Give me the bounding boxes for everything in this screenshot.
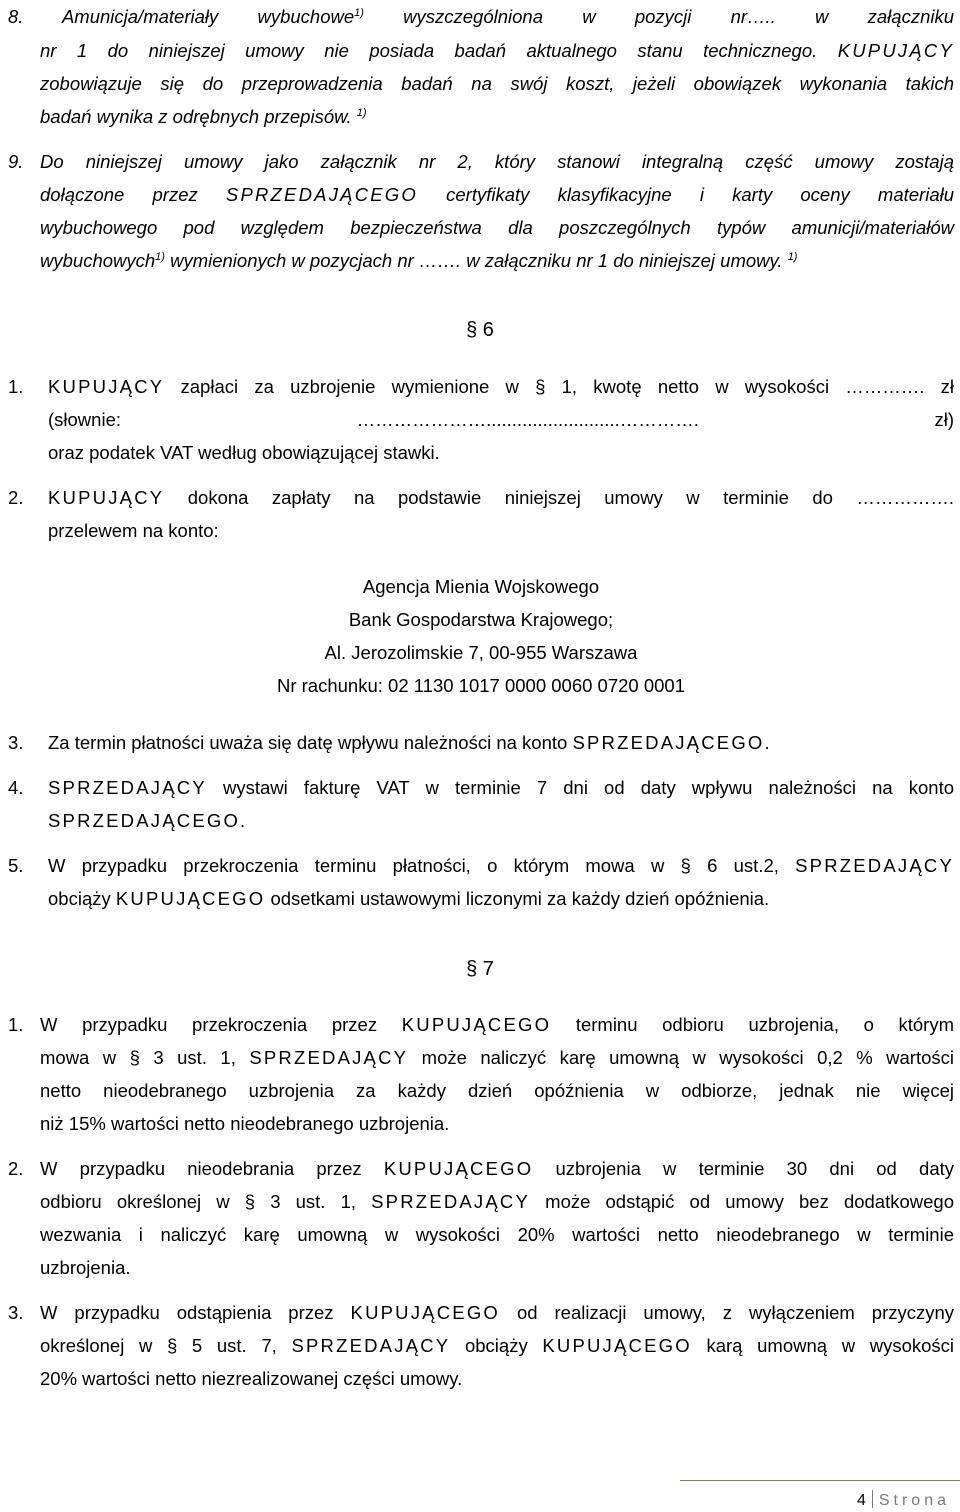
p8-line-1: 8. Amunicja/materiały wybuchowe$^{1)}$ wyszczególniona w pozycji nr….. w załączniku: [8, 6, 955, 27]
s7-item-1-line-2: mowa w § 3 ust. 1, SPRZEDAJĄCY może naliczyć karę umowną w wysokości 0,2 % wartości: [40, 1047, 955, 1068]
s6-item-4-line-2: SPRZEDAJĄCEGO.: [48, 810, 248, 831]
p9-line-2: dołączone przez SPRZEDAJĄCEGO certyfikaty klasyfikacyjne i karty oceny materiału: [40, 184, 955, 205]
p8-line-4: badań wynika z odrębnych przepisów. $^{1)}$: [40, 106, 367, 127]
bank-account-number: Nr rachunku: 02 1130 1017 0000 0060 0720 0001: [276, 675, 686, 696]
bank-address: Al. Jerozolimskie 7, 00-955 Warszawa: [324, 642, 638, 663]
s7-item-2-line-4: uzbrojenia.: [40, 1257, 131, 1278]
s7-item-3-line-1: 3. W przypadku odstąpienia przez KUPUJĄCEGO od realizacji umowy, z wyłączeniem przyczyny: [8, 1302, 955, 1323]
s6-item-4-line-1: 4. SPRZEDAJĄCY wystawi fakturę VAT w terminie 7 dni od daty wpływu należności na konto: [8, 777, 955, 798]
s7-item-1-line-1: 1. W przypadku przekroczenia przez KUPUJĄCEGO terminu odbioru uzbrojenia, o którym: [8, 1014, 954, 1035]
p9-line-4: wybuchowych$^{1)}$ wymienionych w pozycjach nr ……. w załączniku nr 1 do niniejszej umowy. $^{1)}$: [40, 250, 798, 271]
s7-item-3-line-3: 20% wartości netto niezrealizowanej części umowy.: [40, 1368, 463, 1389]
s7-item-2-line-3: wezwania i naliczyć karę umowną w wysokości 20% wartości netto nieodebranego w terminie: [40, 1224, 954, 1245]
p8-line-2: nr 1 do niniejszej umowy nie posiada badań aktualnego stanu technicznego. KUPUJĄCY: [40, 40, 954, 61]
s7-item-1-line-4: niż 15% wartości netto nieodebranego uzbrojenia.: [40, 1113, 450, 1134]
s6-item-5-line-1: 5. W przypadku przekroczenia terminu płatności, o którym mowa w § 6 ust.2, SPRZEDAJĄCY: [8, 855, 954, 876]
s7-item-2-line-1: 2. W przypadku nieodebrania przez KUPUJĄCEGO uzbrojenia w terminie 30 dni od daty: [8, 1158, 955, 1179]
s6-item-2-line-2: przelewem na konto:: [48, 520, 219, 541]
s6-item-1-line-3: oraz podatek VAT według obowiązującej stawki.: [48, 442, 440, 463]
s6-item-2-line-1: 2. KUPUJĄCY dokona zapłaty na podstawie niniejszej umowy w terminie do …………….: [8, 487, 954, 508]
p9-line-3: wybuchowego pod względem bezpieczeństwa dla poszczególnych typów amunicji/materiałów: [40, 217, 954, 238]
s6-item-3: 3. Za termin płatności uważa się datę wpływu należności na konto SPRZEDAJĄCEGO.: [8, 732, 772, 753]
section-6-heading: § 6: [466, 319, 494, 341]
bank-recipient: Agencja Mienia Wojskowego: [362, 576, 600, 597]
p8-line-3: zobowiązuje się do przeprowadzenia badań na swój koszt, jeżeli obowiązek wykonania takich: [40, 73, 954, 94]
section-7-heading: § 7: [466, 958, 494, 980]
s7-item-3-line-2: określonej w § 5 ust. 7, SPRZEDAJĄCY obciąży KUPUJĄCEGO karą umowną w wysokości: [40, 1335, 955, 1356]
s6-item-1-line-1: 1. KUPUJĄCY zapłaci za uzbrojenie wymienione w § 1, kwotę netto w wysokości …………. zł: [8, 376, 955, 397]
p9-line-1: 9. Do niniejszej umowy jako załącznik nr 2, który stanowi integralną część umowy zostają: [8, 151, 954, 172]
s7-item-1-line-3: netto nieodebranego uzbrojenia za każdy dzień opóźnienia w odbiorze, jednak nie więcej: [40, 1080, 954, 1101]
page-number: 4: [856, 1492, 866, 1509]
s6-item-1-line-2: (słownie: …………………..........................…………. zł): [48, 409, 954, 430]
page-footer: [857, 1490, 950, 1510]
bank-name: Bank Gospodarstwa Krajowego;: [348, 609, 614, 630]
s6-item-5-line-2: obciąży KUPUJĄCEGO odsetkami ustawowymi liczonymi za każdy dzień opóźnienia.: [48, 888, 770, 909]
footer-divider: [872, 1490, 873, 1508]
footer-rule: [680, 1480, 960, 1481]
page-label: Strona: [878, 1492, 950, 1509]
s7-item-2-line-2: odbioru określonej w § 3 ust. 1, SPRZEDAJĄCY może odstąpić od umowy bez dodatkowego: [40, 1191, 955, 1212]
